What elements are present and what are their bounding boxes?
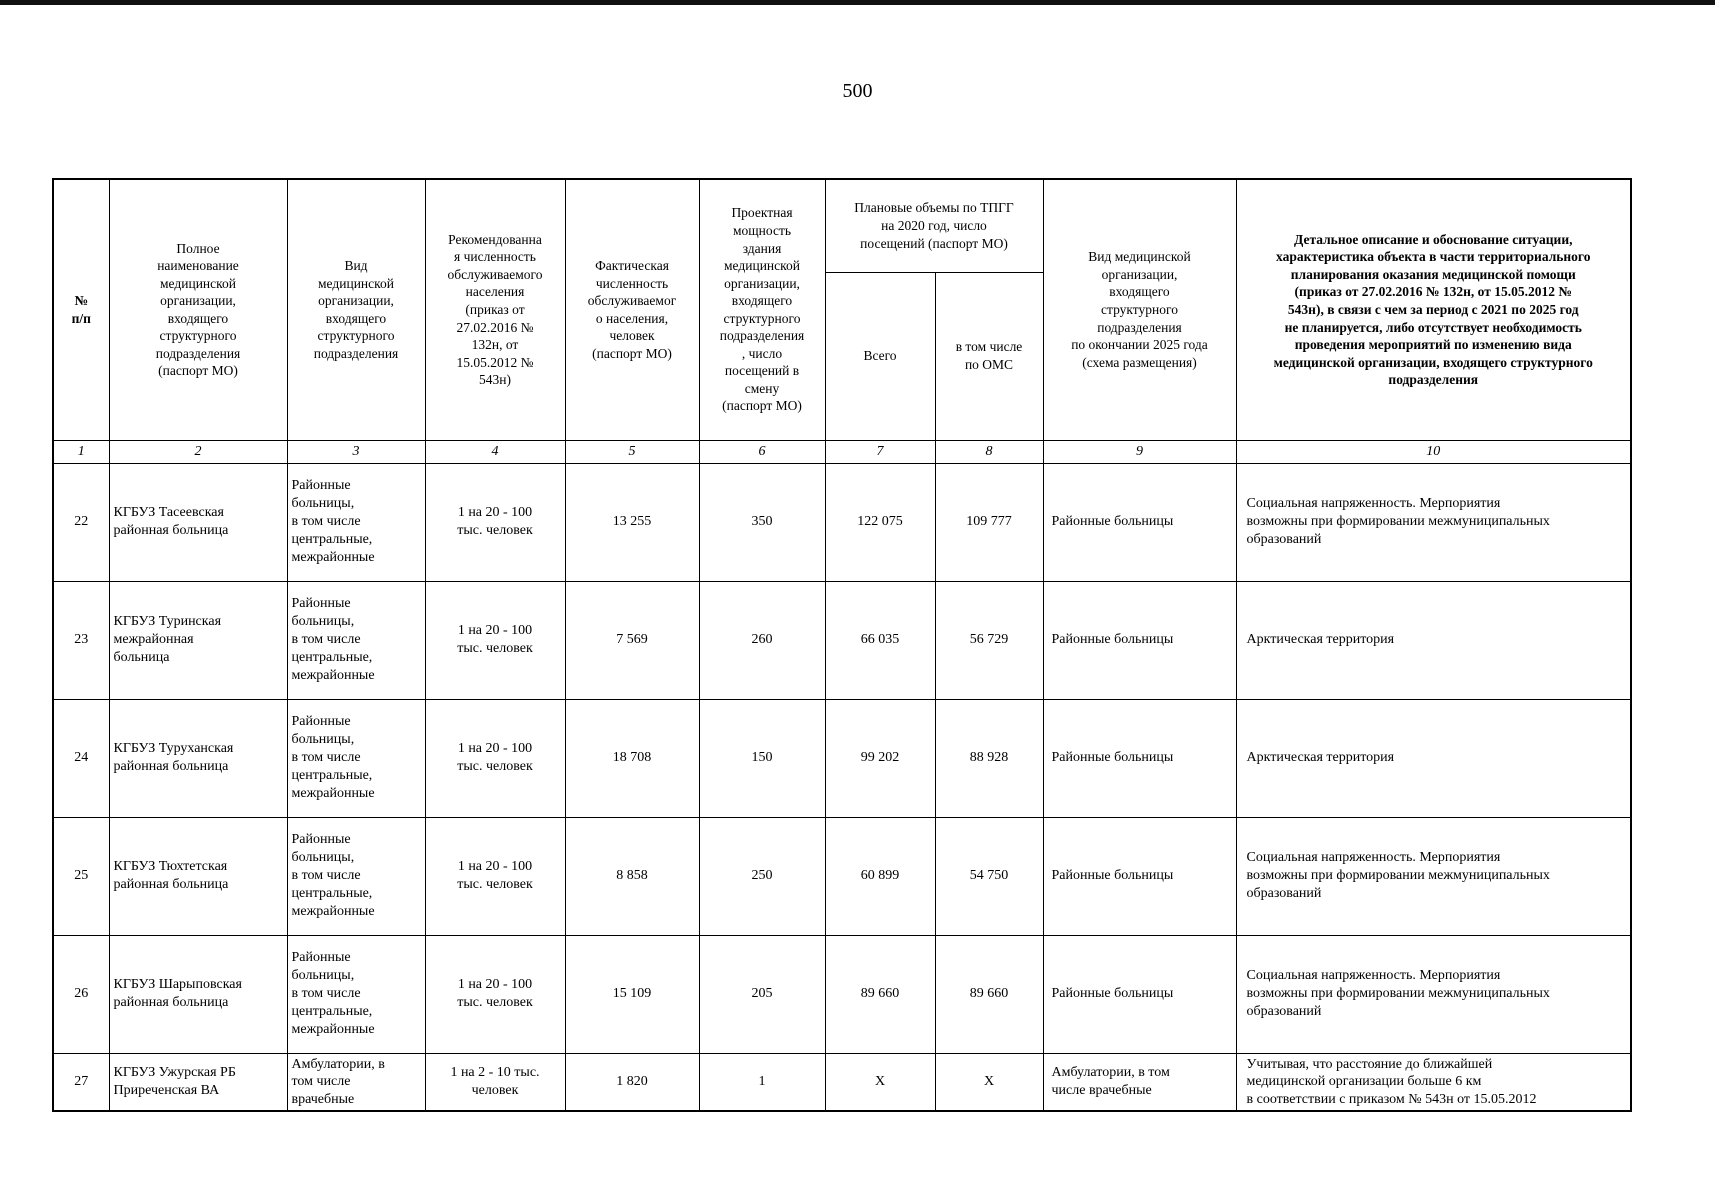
cell-oms: 54 750 [935, 817, 1043, 935]
cell-actual: 7 569 [565, 581, 699, 699]
column-number: 1 [53, 440, 109, 463]
table-row [53, 935, 1631, 1053]
cell-name: КГБУЗ Тюхтетская районная больница [109, 817, 287, 935]
cell-total: 60 899 [825, 817, 935, 935]
cell-name: КГБУЗ Туруханская районная больница [109, 699, 287, 817]
column-number: 6 [699, 440, 825, 463]
cell-total: 66 035 [825, 581, 935, 699]
header-actual-population: Фактическая численность обслуживаемог о населения, человек (паспорт МО) [565, 179, 699, 440]
cell-name: КГБУЗ Туринская межрайонная больница [109, 581, 287, 699]
header-num: № п/п [53, 179, 109, 440]
cell-capacity: 250 [699, 817, 825, 935]
cell-oms: 89 660 [935, 935, 1043, 1053]
column-number: 10 [1236, 440, 1631, 463]
cell-capacity: 150 [699, 699, 825, 817]
cell-type-2025: Районные больницы [1043, 817, 1236, 935]
cell-actual: 1 820 [565, 1053, 699, 1111]
header-description: Детальное описание и обоснование ситуации, характеристика объекта в части территориального планирования оказания медицинской помощи (приказ от 27.02.2016 № 132н, от 15.05.2012 № 543н), в связи с чем за период с 2021 по 2025 год не планируется, либо отсутствует необходимость проведения мероприятий по изменению вида медицинской организации, входящего структурного подразделения [1236, 179, 1631, 440]
cell-type: Районные больницы, в том числе центральные, межрайонные [287, 463, 425, 581]
column-number: 8 [935, 440, 1043, 463]
cell-actual: 13 255 [565, 463, 699, 581]
cell-actual: 18 708 [565, 699, 699, 817]
header-design-capacity: Проектная мощность здания медицинской организации, входящего структурного подразделения , число посещений в смену (паспорт МО) [699, 179, 825, 440]
cell-capacity: 205 [699, 935, 825, 1053]
cell-type-2025: Районные больницы [1043, 935, 1236, 1053]
cell-description: Социальная напряженность. Мерпориятия возможны при формировании межмуниципальных образований [1236, 463, 1631, 581]
cell-total: 89 660 [825, 935, 935, 1053]
cell-name: КГБУЗ Ужурская РБ Приреченская ВА [109, 1053, 287, 1111]
column-number: 9 [1043, 440, 1236, 463]
header-org-type-2025: Вид медицинской организации, входящего структурного подразделения по окончании 2025 года (схема размещения) [1043, 179, 1236, 440]
cell-capacity: 260 [699, 581, 825, 699]
column-number: 2 [109, 440, 287, 463]
top-border-bar [0, 0, 1715, 5]
cell-type: Районные больницы, в том числе центральные, межрайонные [287, 581, 425, 699]
cell-description: Социальная напряженность. Мерпориятия возможны при формировании межмуниципальных образований [1236, 935, 1631, 1053]
cell-description: Арктическая территория [1236, 581, 1631, 699]
table-row [53, 581, 1631, 699]
column-number: 3 [287, 440, 425, 463]
header-recommended-population: Рекомендованна я численность обслуживаемого населения (приказ от 27.02.2016 № 132н, от 15.05.2012 № 543н) [425, 179, 565, 440]
cell-type: Районные больницы, в том числе центральные, межрайонные [287, 935, 425, 1053]
cell-recommended: 1 на 20 - 100 тыс. человек [425, 935, 565, 1053]
table-row [53, 699, 1631, 817]
cell-num: 26 [53, 935, 109, 1053]
cell-oms: 56 729 [935, 581, 1043, 699]
table-row [53, 817, 1631, 935]
cell-type: Амбулатории, в том числе врачебные [287, 1053, 425, 1111]
cell-total: X [825, 1053, 935, 1111]
header-total: Всего [825, 272, 935, 440]
column-number: 7 [825, 440, 935, 463]
cell-recommended: 1 на 2 - 10 тыс. человек [425, 1053, 565, 1111]
header-row-top [53, 179, 1631, 272]
table-row [53, 1053, 1631, 1111]
cell-num: 24 [53, 699, 109, 817]
cell-num: 23 [53, 581, 109, 699]
cell-actual: 15 109 [565, 935, 699, 1053]
header-org-type: Вид медицинской организации, входящего структурного подразделения [287, 179, 425, 440]
cell-type-2025: Районные больницы [1043, 463, 1236, 581]
cell-name: КГБУЗ Шарыповская районная больница [109, 935, 287, 1053]
facilities-table [52, 178, 1632, 1112]
cell-num: 27 [53, 1053, 109, 1111]
cell-type-2025: Районные больницы [1043, 699, 1236, 817]
cell-recommended: 1 на 20 - 100 тыс. человек [425, 463, 565, 581]
column-number: 5 [565, 440, 699, 463]
page-number: 500 [842, 80, 873, 102]
cell-total: 99 202 [825, 699, 935, 817]
cell-capacity: 350 [699, 463, 825, 581]
cell-oms: X [935, 1053, 1043, 1111]
cell-total: 122 075 [825, 463, 935, 581]
cell-type-2025: Амбулатории, в том числе врачебные [1043, 1053, 1236, 1111]
cell-description: Учитывая, что расстояние до ближайшей медицинской организации больше 6 км в соответствии с приказом № 543н от 15.05.2012 [1236, 1053, 1631, 1111]
cell-description: Арктическая территория [1236, 699, 1631, 817]
header-planned-volumes: Плановые объемы по ТПГГ на 2020 год, число посещений (паспорт МО) [825, 179, 1043, 272]
column-number: 4 [425, 440, 565, 463]
cell-description: Социальная напряженность. Мерпориятия возможны при формировании межмуниципальных образований [1236, 817, 1631, 935]
cell-actual: 8 858 [565, 817, 699, 935]
cell-name: КГБУЗ Тасеевская районная больница [109, 463, 287, 581]
header-full-name: Полное наименование медицинской организации, входящего структурного подразделения (паспорт МО) [109, 179, 287, 440]
cell-num: 22 [53, 463, 109, 581]
cell-oms: 109 777 [935, 463, 1043, 581]
cell-recommended: 1 на 20 - 100 тыс. человек [425, 817, 565, 935]
table-row [53, 463, 1631, 581]
cell-type-2025: Районные больницы [1043, 581, 1236, 699]
column-number-row [53, 440, 1631, 463]
cell-recommended: 1 на 20 - 100 тыс. человек [425, 699, 565, 817]
header-oms: в том числе по ОМС [935, 272, 1043, 440]
cell-type: Районные больницы, в том числе центральные, межрайонные [287, 699, 425, 817]
cell-type: Районные больницы, в том числе центральные, межрайонные [287, 817, 425, 935]
cell-num: 25 [53, 817, 109, 935]
cell-oms: 88 928 [935, 699, 1043, 817]
cell-capacity: 1 [699, 1053, 825, 1111]
cell-recommended: 1 на 20 - 100 тыс. человек [425, 581, 565, 699]
